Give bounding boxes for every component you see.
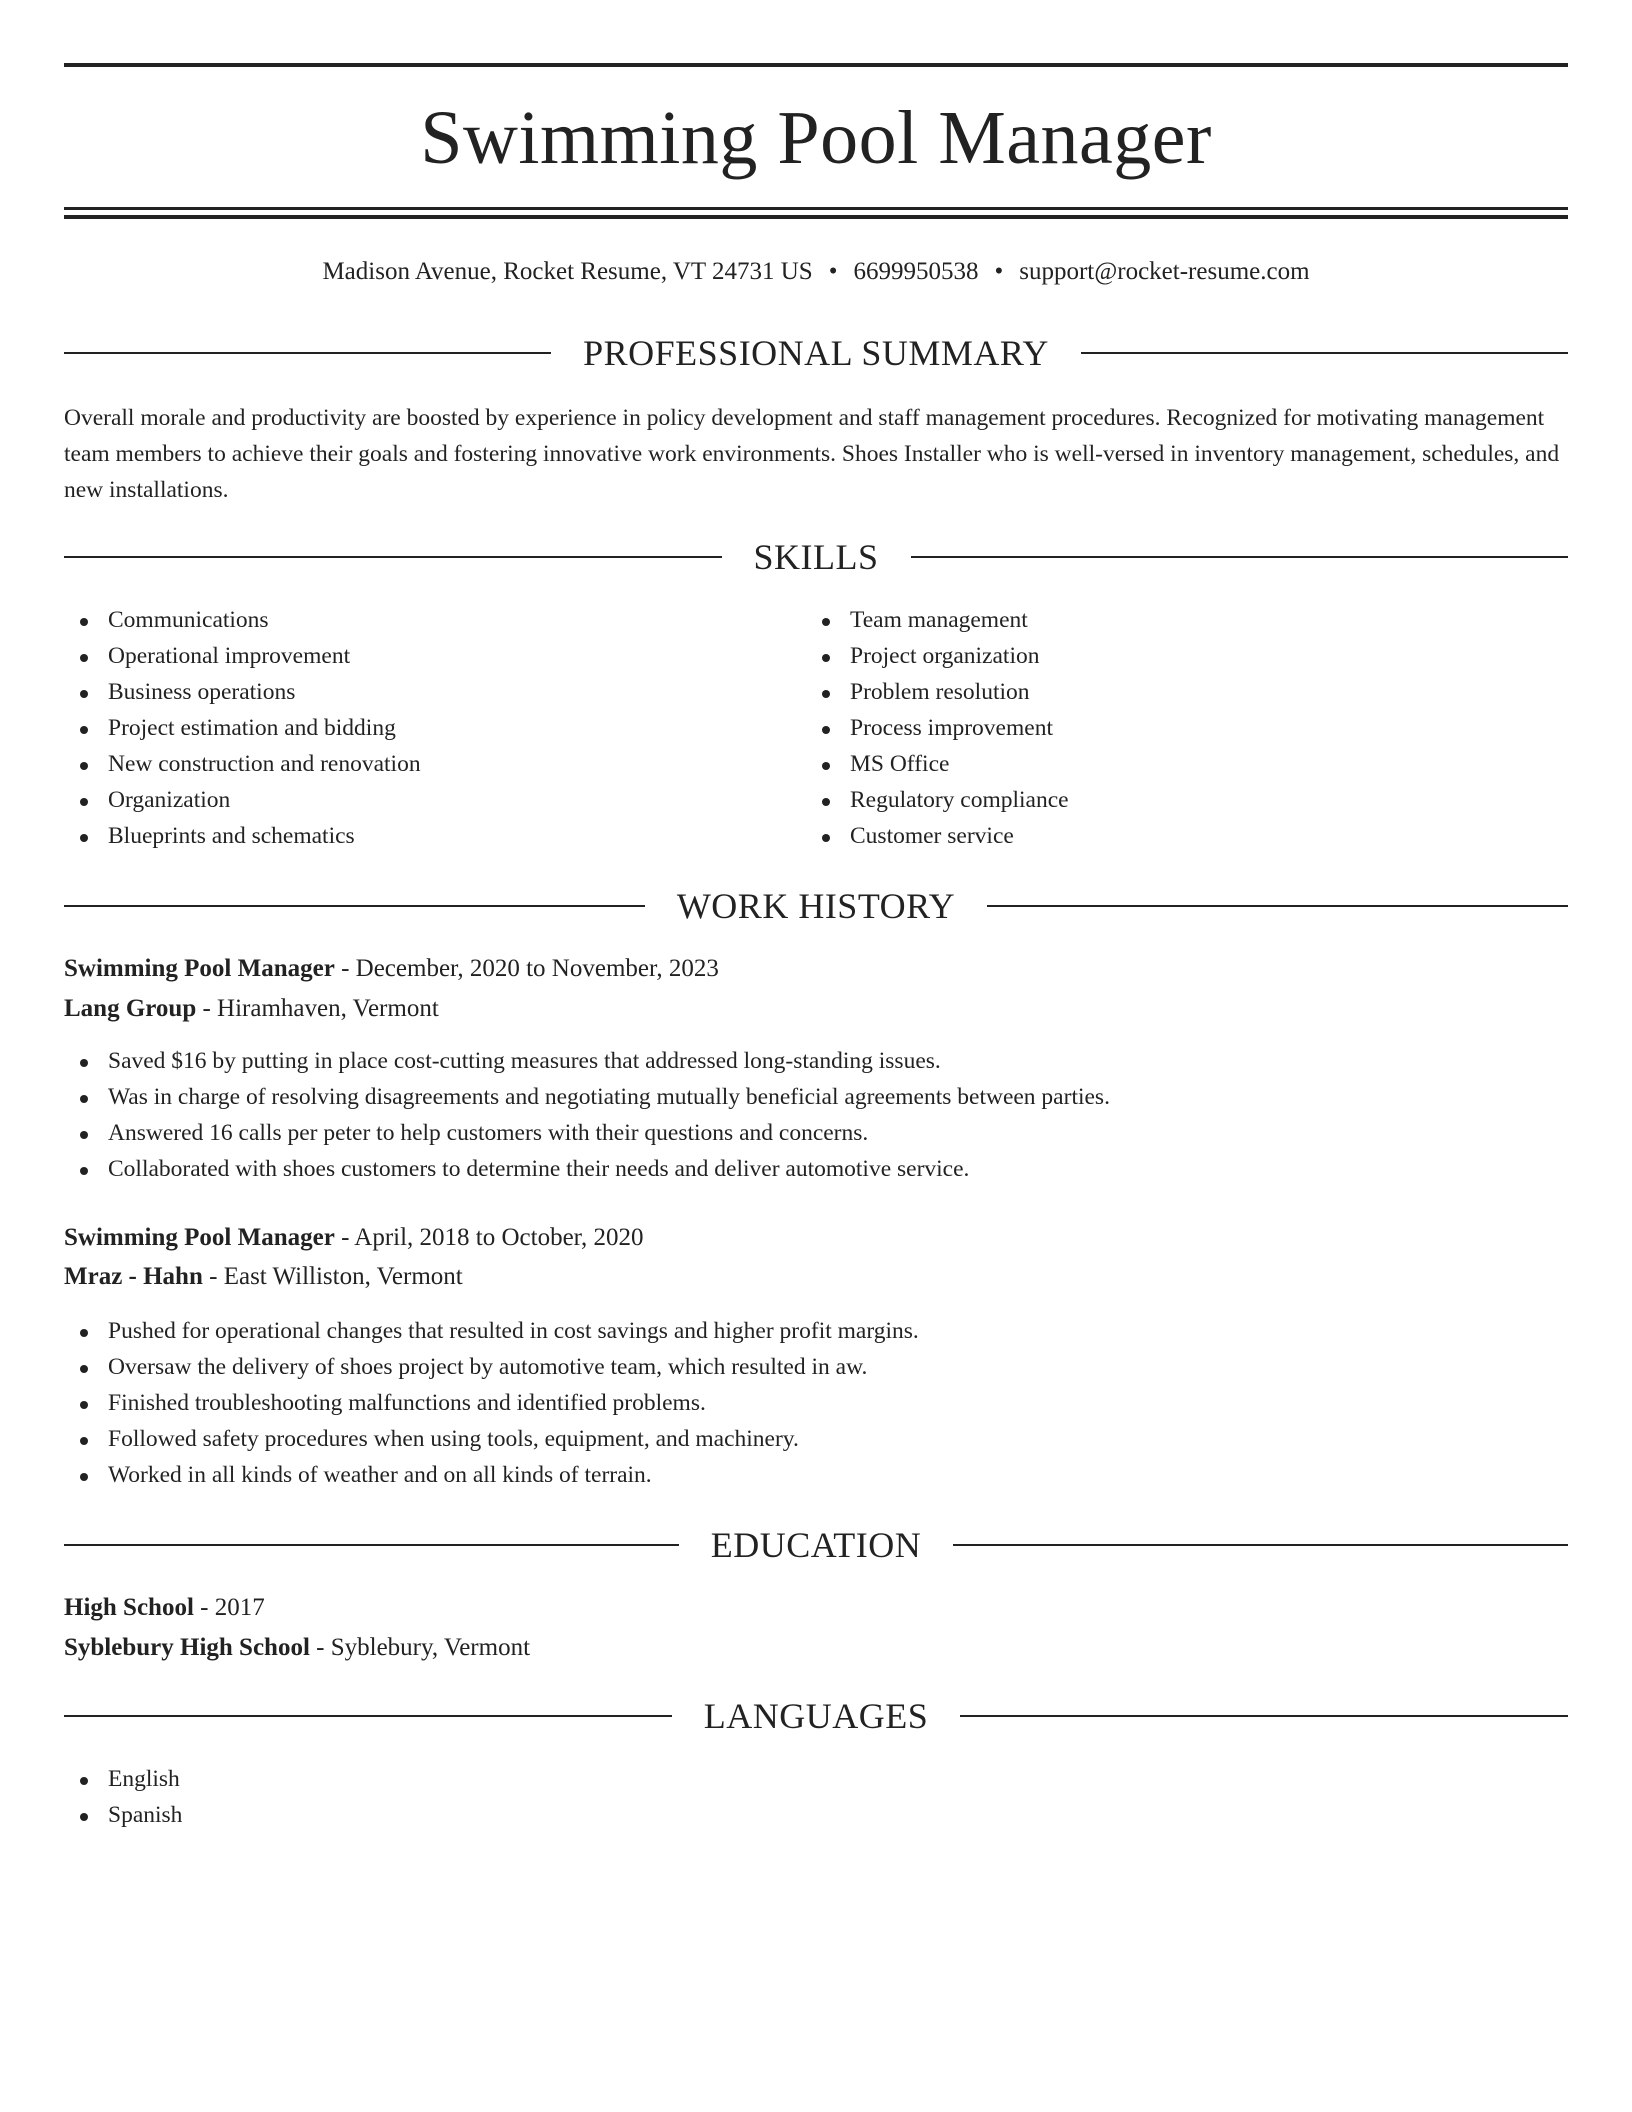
heading-rule xyxy=(953,1544,1568,1546)
heading-rule xyxy=(64,352,551,354)
education-year: - 2017 xyxy=(193,1594,265,1621)
skill-item: Organization xyxy=(64,782,804,818)
heading-rule xyxy=(911,556,1569,558)
contact-phone: 6699950538 xyxy=(853,258,979,285)
resume-title: Swimming Pool Manager xyxy=(420,96,1212,180)
heading-rule xyxy=(64,556,722,558)
contact-separator: • xyxy=(994,258,1004,285)
languages-list xyxy=(64,1761,804,1833)
job-title-line xyxy=(64,951,1568,987)
language-item: English xyxy=(64,1761,804,1797)
contact-separator: • xyxy=(828,258,838,285)
job-bullets xyxy=(64,1043,1568,1187)
contact-email: support@rocket-resume.com xyxy=(1019,258,1310,285)
job-dates: - April, 2018 to October, 2020 xyxy=(334,1224,644,1251)
job-bullets xyxy=(64,1313,1568,1493)
job-company: Mraz - Hahn xyxy=(64,1263,203,1290)
job-bullet: Collaborated with shoes customers to determine their needs and deliver automotive service. xyxy=(64,1151,1568,1187)
skill-item: Team management xyxy=(806,602,1546,638)
heading-rule xyxy=(1081,352,1568,354)
education-location: - Syblebury, Vermont xyxy=(309,1634,531,1661)
section-heading-languages xyxy=(64,1694,1568,1738)
header-bottom-rule-2 xyxy=(64,215,1568,219)
job-bullet: Followed safety procedures when using tools, equipment, and machinery. xyxy=(64,1421,1568,1457)
heading-rule xyxy=(64,1715,672,1717)
skill-item: Problem resolution xyxy=(806,674,1546,710)
section-heading-education xyxy=(64,1523,1568,1567)
section-title: LANGUAGES xyxy=(703,1696,929,1736)
job-bullet: Was in charge of resolving disagreements and negotiating mutually beneficial agreements between parties. xyxy=(64,1079,1568,1115)
heading-rule xyxy=(64,1544,679,1546)
section-title: PROFESSIONAL SUMMARY xyxy=(583,333,1049,373)
skill-item: Communications xyxy=(64,602,804,638)
contact-address: Madison Avenue, Rocket Resume, VT 24731 US xyxy=(322,258,813,285)
skill-item: Business operations xyxy=(64,674,804,710)
skill-item: Project organization xyxy=(806,638,1546,674)
contact-line xyxy=(64,254,1568,290)
section-title: SKILLS xyxy=(753,537,879,577)
skill-item: MS Office xyxy=(806,746,1546,782)
job-location: - Hiramhaven, Vermont xyxy=(196,995,439,1022)
skill-item: New construction and renovation xyxy=(64,746,804,782)
job-company-line xyxy=(64,991,1568,1027)
header-bottom-rule xyxy=(64,207,1568,210)
section-heading-work xyxy=(64,884,1568,928)
skill-item: Blueprints and schematics xyxy=(64,818,804,854)
job-title: Swimming Pool Manager xyxy=(64,1224,335,1251)
job-bullet: Worked in all kinds of weather and on all kinds of terrain. xyxy=(64,1457,1568,1493)
heading-rule xyxy=(987,905,1568,907)
skill-item: Regulatory compliance xyxy=(806,782,1546,818)
job-title: Swimming Pool Manager xyxy=(64,955,335,982)
section-heading-summary xyxy=(64,331,1568,375)
education-school: Syblebury High School xyxy=(64,1634,310,1661)
job-bullet: Answered 16 calls per peter to help customers with their questions and concerns. xyxy=(64,1115,1568,1151)
job-location: - East Williston, Vermont xyxy=(202,1263,463,1290)
skills-list-left xyxy=(64,602,804,854)
section-heading-skills xyxy=(64,535,1568,579)
job-dates: - December, 2020 to November, 2023 xyxy=(334,955,719,982)
job-bullet: Saved $16 by putting in place cost-cutting measures that addressed long-standing issues. xyxy=(64,1043,1568,1079)
job-bullet: Oversaw the delivery of shoes project by automotive team, which resulted in aw. xyxy=(64,1349,1568,1385)
section-title: EDUCATION xyxy=(710,1525,922,1565)
job-title-line xyxy=(64,1220,1568,1256)
skills-list-right xyxy=(806,602,1546,854)
heading-rule xyxy=(64,905,645,907)
skill-item: Customer service xyxy=(806,818,1546,854)
header-top-rule xyxy=(64,63,1568,67)
skill-item: Project estimation and bidding xyxy=(64,710,804,746)
section-title: WORK HISTORY xyxy=(676,886,956,926)
education-degree: High School xyxy=(64,1594,194,1621)
job-bullet: Finished troubleshooting malfunctions and identified problems. xyxy=(64,1385,1568,1421)
job-company: Lang Group xyxy=(64,995,197,1022)
summary-text: Overall morale and productivity are boosted by experience in policy development and staff management procedures. Recognized for motivating management team members to achieve their goals and fostering innovative work environments. Shoes Installer who is well-versed in inventory management, schedules, and new installations. xyxy=(64,405,1560,503)
heading-rule xyxy=(960,1715,1568,1717)
language-item: Spanish xyxy=(64,1797,804,1833)
skill-item: Process improvement xyxy=(806,710,1546,746)
skill-item: Operational improvement xyxy=(64,638,804,674)
job-company-line xyxy=(64,1259,1568,1295)
education-school-line xyxy=(64,1630,1568,1666)
job-bullet: Pushed for operational changes that resulted in cost savings and higher profit margins. xyxy=(64,1313,1568,1349)
education-degree-line xyxy=(64,1590,1568,1626)
